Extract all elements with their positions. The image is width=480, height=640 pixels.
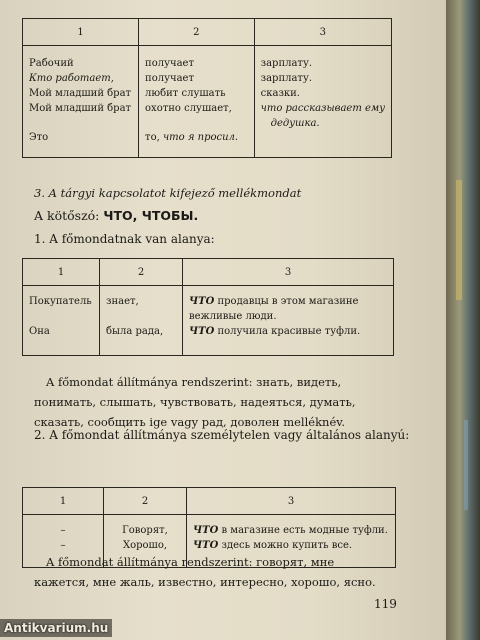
- cell-text: Покупатель: [29, 296, 92, 307]
- cell-text: была рада,: [106, 326, 164, 337]
- header-cell: 2: [100, 259, 183, 286]
- cell-text: продавцы в этом магазине вежливые люди.: [189, 296, 359, 322]
- cell-keyword: ЧТО: [189, 296, 215, 307]
- cell-text: получает: [145, 73, 194, 84]
- conjunction-words: ЧТО, ЧТОБЫ.: [103, 208, 199, 223]
- edge-stripe: [456, 180, 462, 300]
- header-cell: 1: [23, 259, 100, 286]
- table-1: [22, 18, 392, 158]
- table-cell: [139, 46, 255, 158]
- point-2: 2. A főmondat állítmánya személytelen vagy általános alanyú:: [34, 428, 410, 442]
- cell-keyword: ЧТО: [193, 540, 219, 551]
- cell-text: Хорошо,: [122, 540, 168, 551]
- table-cell: [100, 286, 183, 356]
- watermark: Antikvarium.hu: [0, 619, 112, 637]
- header-cell: 2: [139, 19, 255, 46]
- point-1: 1. A főmondatnak van alanya:: [34, 232, 215, 246]
- header-cell: 3: [187, 488, 396, 515]
- cell-text: получила красивые туфли.: [217, 326, 361, 337]
- cell-text: –: [60, 540, 66, 551]
- cell-text: –: [60, 525, 66, 536]
- page-number: 119: [374, 597, 397, 611]
- book-edge: [446, 0, 480, 640]
- cell-text: знает,: [106, 296, 139, 307]
- cell-text: дедушка.: [270, 118, 320, 129]
- table-2: [22, 258, 394, 356]
- paragraph-1: A főmondat állítmánya rendszerint: знать, видеть, понимать, слышать, чувствовать, надеяться, думать, сказать, сообщить ige vagy рад, доволен melléknév.: [34, 375, 356, 429]
- table-cell: [183, 286, 394, 356]
- cell-text: охотно слушает,: [145, 103, 232, 114]
- table-row: [23, 46, 392, 158]
- cell-keyword: ЧТО: [189, 326, 215, 337]
- cell-text: то,: [145, 132, 160, 143]
- header-cell: 1: [23, 19, 139, 46]
- cell-text: Она: [29, 326, 50, 337]
- cell-keyword: ЧТО: [193, 525, 219, 536]
- cell-text: что рассказывает ему: [260, 103, 385, 114]
- header-cell: 2: [104, 488, 187, 515]
- cell-text: в магазине есть модные туфли.: [221, 525, 388, 536]
- cell-text: получает: [145, 58, 194, 69]
- cell-text: что я просил.: [162, 132, 239, 143]
- header-cell: 1: [23, 488, 104, 515]
- header-cell: 3: [183, 259, 394, 286]
- conjunction-line: [34, 208, 198, 223]
- table-cell: [23, 286, 100, 356]
- table-row: [23, 286, 394, 356]
- header-cell: 3: [254, 19, 391, 46]
- cell-text: Мой младший брат: [29, 88, 132, 99]
- cell-text: зарплату.: [260, 58, 313, 69]
- cell-text: Кто работает,: [29, 73, 114, 84]
- cell-text: сказки.: [260, 88, 300, 99]
- cell-text: здесь можно купить все.: [221, 540, 353, 551]
- paragraph-2: A főmondat állítmánya rendszerint: говорят, мне кажется, мне жаль, известно, интересно, хорошо, ясно.: [34, 555, 376, 589]
- table-cell: [254, 46, 391, 158]
- table-header-row: [23, 259, 394, 286]
- edge-stripe: [464, 420, 468, 510]
- cell-text: Рабочий: [29, 58, 74, 69]
- cell-text: Говорят,: [122, 525, 168, 536]
- cell-text: зарплату.: [260, 73, 313, 84]
- table-cell: [23, 46, 139, 158]
- conjunction-prefix: A kötőszó:: [34, 208, 100, 223]
- cell-text: любит слушать: [145, 88, 226, 99]
- table-header-row: [23, 19, 392, 46]
- cell-text: Мой младший брат: [29, 103, 132, 114]
- table-header-row: [23, 488, 396, 515]
- cell-text: Это: [29, 132, 49, 143]
- section-heading: 3. A tárgyi kapcsolatot kifejező mellékmondat: [34, 186, 302, 200]
